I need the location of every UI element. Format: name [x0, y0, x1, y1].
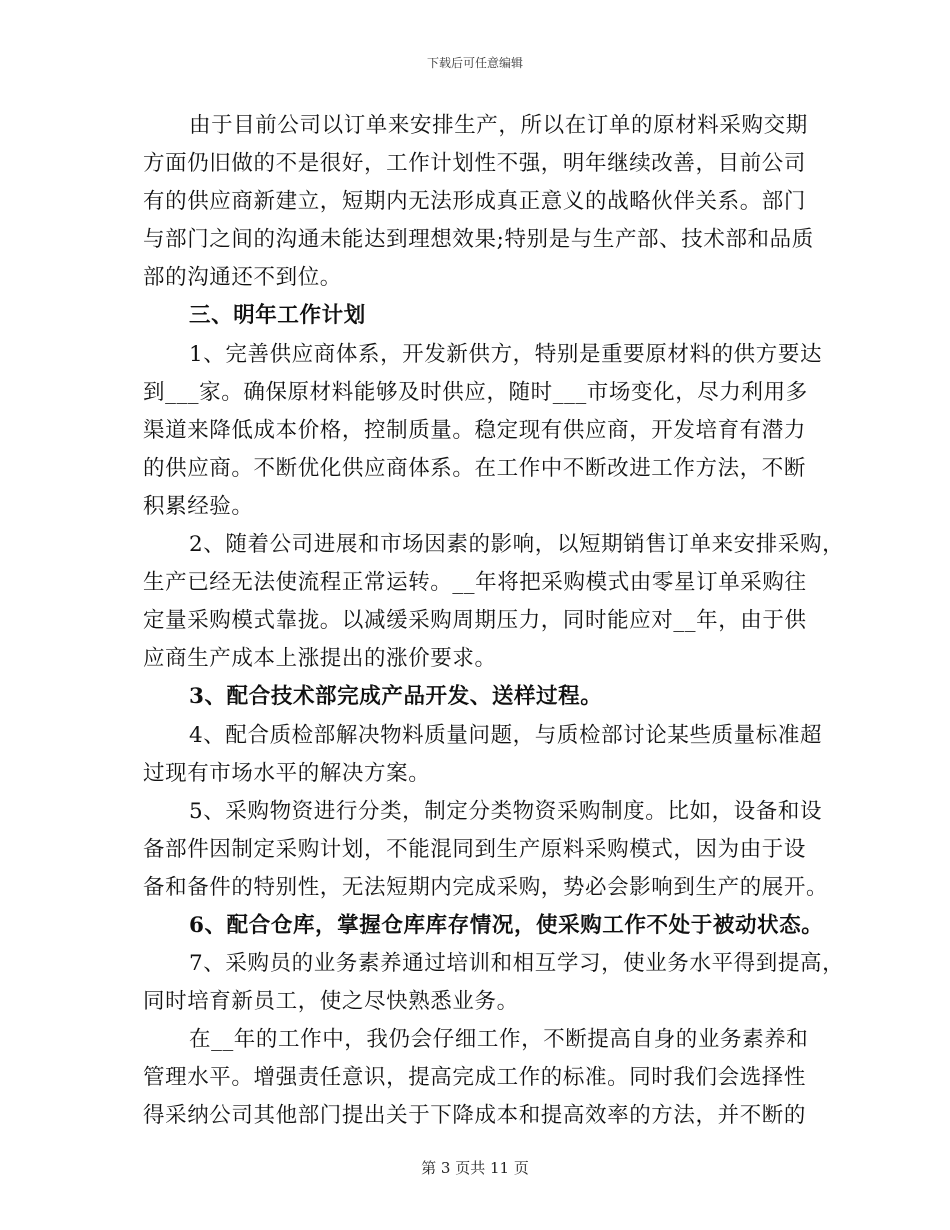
paragraph-line: 应商生产成本上涨提出的涨价要求。 — [143, 646, 497, 672]
paragraph-line: 积累经验。 — [143, 493, 254, 519]
paragraph-line: 2、随着公司进展和市场因素的影响，以短期销售订单来安排采购， — [189, 532, 845, 558]
paragraph-line: 有的供应商新建立，短期内无法形成真正意义的战略伙伴关系。部门 — [143, 189, 807, 215]
paragraph-line: 过现有市场水平的解决方案。 — [143, 760, 431, 786]
paragraph-line: 由于目前公司以订单来安排生产，所以在订单的原材料采购交期 — [189, 113, 808, 138]
paragraph-line: 与部门之间的沟通未能达到理想效果;特别是与生产部、技术部和品质 — [143, 227, 814, 253]
paragraph-line: 得采纳公司其他部门提出关于下降成本和提高效率的方法，并不断的 — [143, 1103, 807, 1129]
paragraph-line: 到___家。确保原材料能够及时供应，随时___市场变化，尽力利用多 — [143, 379, 808, 405]
paragraph-line: 5、采购物资进行分类，制定分类物资采购制度。比如，设备和设 — [189, 798, 823, 824]
paragraph-line: 4、配合质检部解决物料质量问题，与质检部讨论某些质量标准超 — [189, 722, 823, 748]
page-header: 下载后可任意编辑 — [426, 56, 523, 70]
paragraph-line: 备部件因制定采购计划，不能混同到生产原料采购模式，因为由于设 — [143, 836, 807, 862]
paragraph-line: 方面仍旧做的不是很好，工作计划性不强，明年继续改善，目前公司 — [143, 151, 807, 177]
paragraph-line: 的供应商。不断优化供应商体系。在工作中不断改进工作方法，不断 — [143, 455, 807, 481]
section-heading-line: 三、明年工作计划 — [189, 303, 366, 329]
page-footer: 第 3 页共 11 页 — [421, 1159, 529, 1177]
paragraph-line: 生产已经无法使流程正常运转。__年将把采购模式由零星订单采购往 — [143, 570, 807, 596]
paragraph-line: 1、完善供应商体系，开发新供方，特别是重要原材料的供方要达 — [189, 341, 823, 367]
paragraph-line: 定量采购模式靠拢。以减缓采购周期压力，同时能应对__年，由于供 — [143, 608, 807, 634]
section-heading-line: 3、配合技术部完成产品开发、送样过程。 — [189, 684, 603, 710]
paragraph-line: 在__年的工作中，我仍会仔细工作，不断提高自身的业务素养和 — [189, 1027, 809, 1053]
paragraph-line: 7、采购员的业务素养通过培训和相互学习，使业务水平得到提高， — [189, 951, 845, 977]
paragraph-line: 渠道来降低成本价格，控制质量。稳定现有供应商，开发培育有潜力 — [143, 417, 807, 443]
paragraph-line: 管理水平。增强责任意识，提高完成工作的标准。同时我们会选择性 — [143, 1065, 807, 1091]
document-body — [143, 107, 845, 1136]
paragraph-line: 同时培育新员工，使之尽快熟悉业务。 — [143, 989, 519, 1015]
paragraph-line: 部的沟通还不到位。 — [143, 265, 342, 291]
section-heading-line: 6、配合仓库，掌握仓库库存情况，使采购工作不处于被动状态。 — [189, 912, 824, 938]
paragraph-line: 备和备件的特别性，无法短期内完成采购，势必会影响到生产的展开。 — [143, 874, 829, 900]
